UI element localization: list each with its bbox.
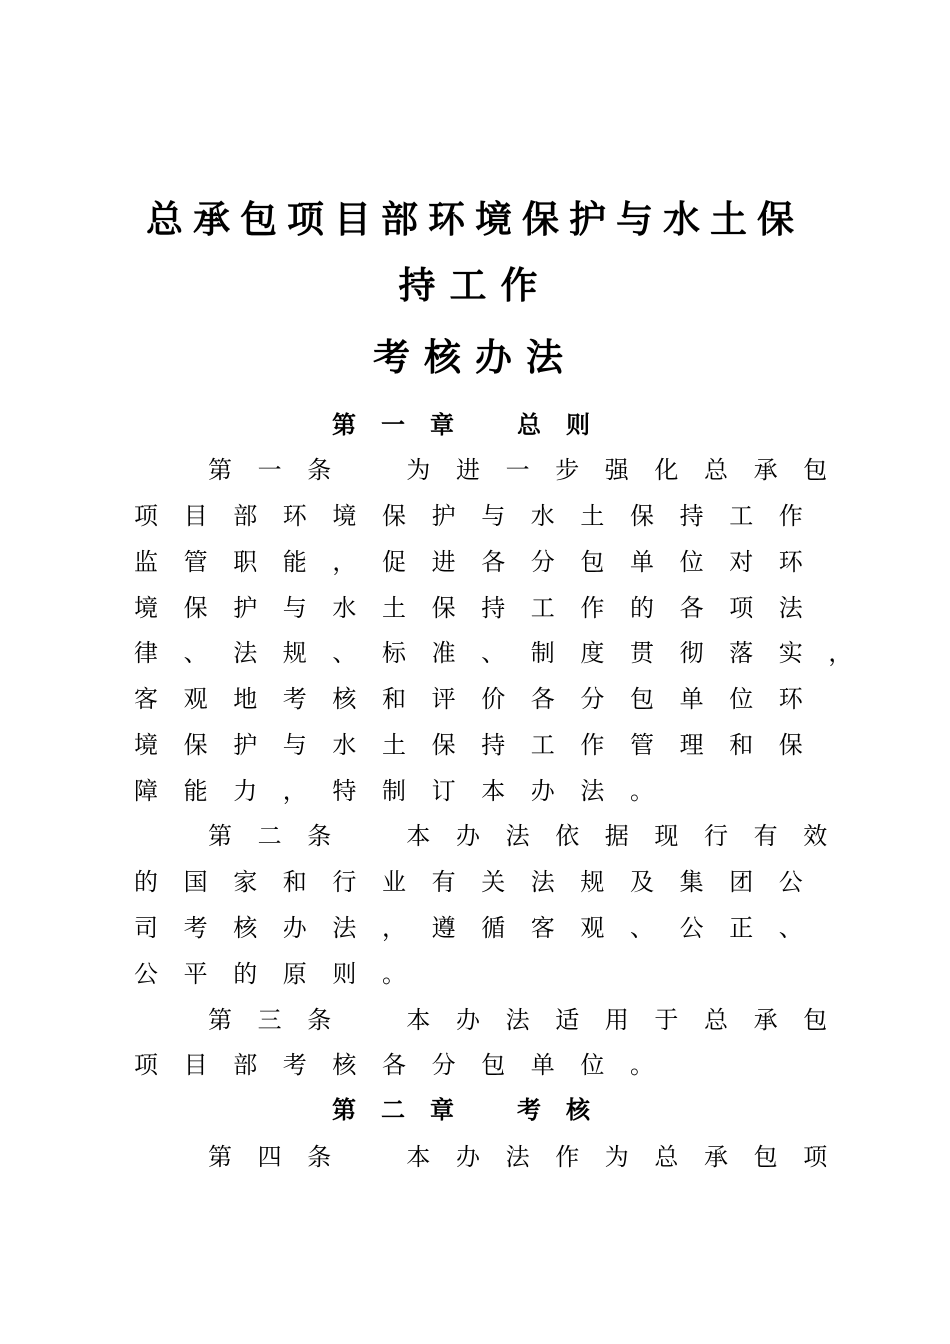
paragraph-line: 境保护与水土保持工作的各项法 xyxy=(134,594,829,622)
chapter-heading-1 xyxy=(332,405,615,445)
paragraph-line: 项目部考核各分包单位。 xyxy=(134,1051,680,1079)
paragraph-line: 客观地考核和评价各分包单位环 xyxy=(134,685,829,713)
chapter-heading-2 xyxy=(332,1090,615,1130)
paragraph-line: 律、法规、标准、制度贯彻落实， xyxy=(134,639,878,667)
paragraph-line: 监管职能，促进各分包单位对环 xyxy=(134,548,829,576)
paragraph-line: 境保护与水土保持工作管理和保 xyxy=(134,731,829,759)
document-title-line-1: 总承包项目部环境保护与水土保 xyxy=(146,198,804,241)
chapter-name: 总则 xyxy=(517,411,615,439)
article-1-line: 第一条 为进一步强化总承包 xyxy=(208,456,853,484)
document-title-line-3: 考核办法 xyxy=(373,336,577,379)
article-4-line: 第四条 本办法作为总承包项 xyxy=(208,1143,853,1171)
paragraph-line: 司考核办法，遵循客观、公正、 xyxy=(134,914,829,942)
article-3-line: 第三条 本办法适用于总承包 xyxy=(208,1006,853,1034)
chapter-number: 第二章 xyxy=(332,1096,479,1124)
article-2-line: 第二条 本办法依据现行有效 xyxy=(208,822,853,850)
document-title-line-2: 持工作 xyxy=(398,264,552,307)
paragraph-line: 障能力，特制订本办法。 xyxy=(134,777,680,805)
paragraph-line: 公平的原则。 xyxy=(134,960,432,988)
chapter-number: 第一章 xyxy=(332,411,479,439)
chapter-name: 考核 xyxy=(517,1096,615,1124)
paragraph-line: 项目部环境保护与水土保持工作 xyxy=(134,502,829,530)
paragraph-line: 的国家和行业有关法规及集团公 xyxy=(134,868,829,896)
